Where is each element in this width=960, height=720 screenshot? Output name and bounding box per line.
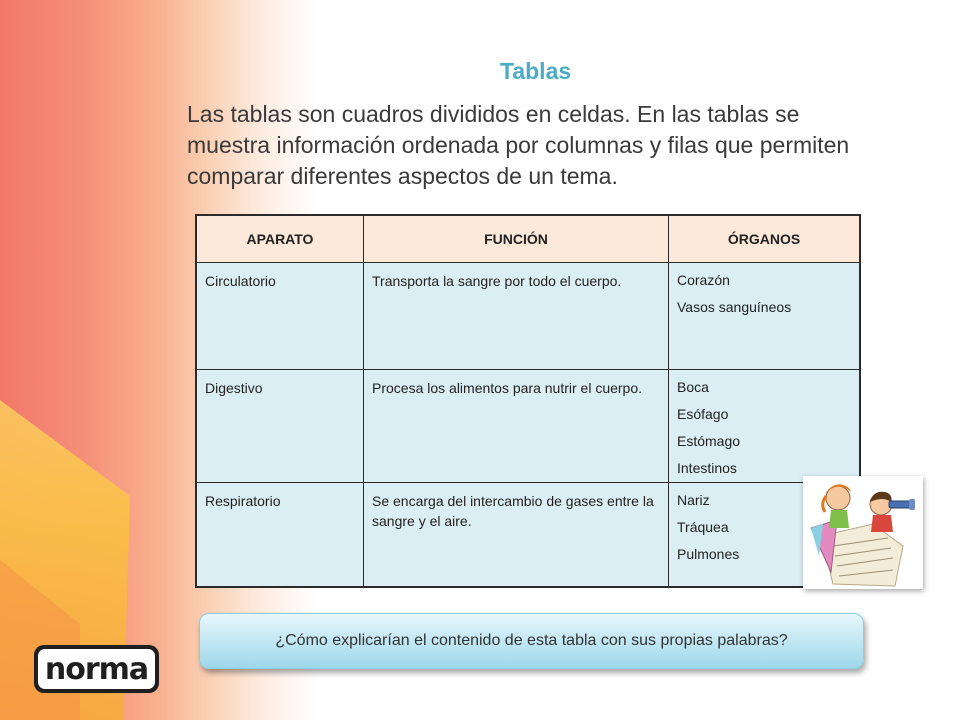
cell-funcion: Procesa los alimentos para nutrir el cuerpo. [364,370,669,482]
cell-organos [669,263,859,369]
header-aparato: APARATO [197,216,364,262]
norma-logo [34,645,159,693]
organ-item: Nariz [677,492,710,508]
cell-organos [669,370,859,482]
organ-item: Estómago [677,433,741,449]
cell-funcion: Se encarga del intercambio de gases entre la sangre y el aire. [364,483,669,586]
header-funcion: FUNCIÓN [364,216,669,262]
intro-paragraph: Las tablas son cuadros divididos en celdas. En las tablas se muestra información ordenada por columnas y filas que permiten comparar diferentes aspectos de un tema. [187,101,850,189]
children-illustration-icon [803,476,923,589]
slide-title: Tablas [500,58,572,84]
organ-item: Pulmones [677,546,740,562]
table-row [197,370,859,483]
organ-item: Esófago [677,406,729,422]
organ-item: Vasos sanguíneos [677,299,792,315]
cell-aparato: Digestivo [197,370,364,482]
children-telescope-illustration [803,476,923,589]
cell-funcion: Transporta la sangre por todo el cuerpo. [364,263,669,369]
cell-aparato: Respiratorio [197,483,364,586]
table-row [197,263,859,370]
table-header-row [197,216,859,263]
cell-aparato: Circulatorio [197,263,364,369]
organ-item: Boca [677,379,709,395]
header-organos: ÓRGANOS [727,231,801,247]
discussion-question-box: ¿Cómo explicarían el contenido de esta tabla con sus propias palabras? [199,613,864,669]
systems-table [195,214,861,588]
organ-item: Tráquea [677,519,729,535]
norma-logo-text: norma [38,649,155,689]
organ-item: Intestinos [677,460,737,476]
table-row [197,483,859,586]
organ-item: Corazón [677,272,730,288]
